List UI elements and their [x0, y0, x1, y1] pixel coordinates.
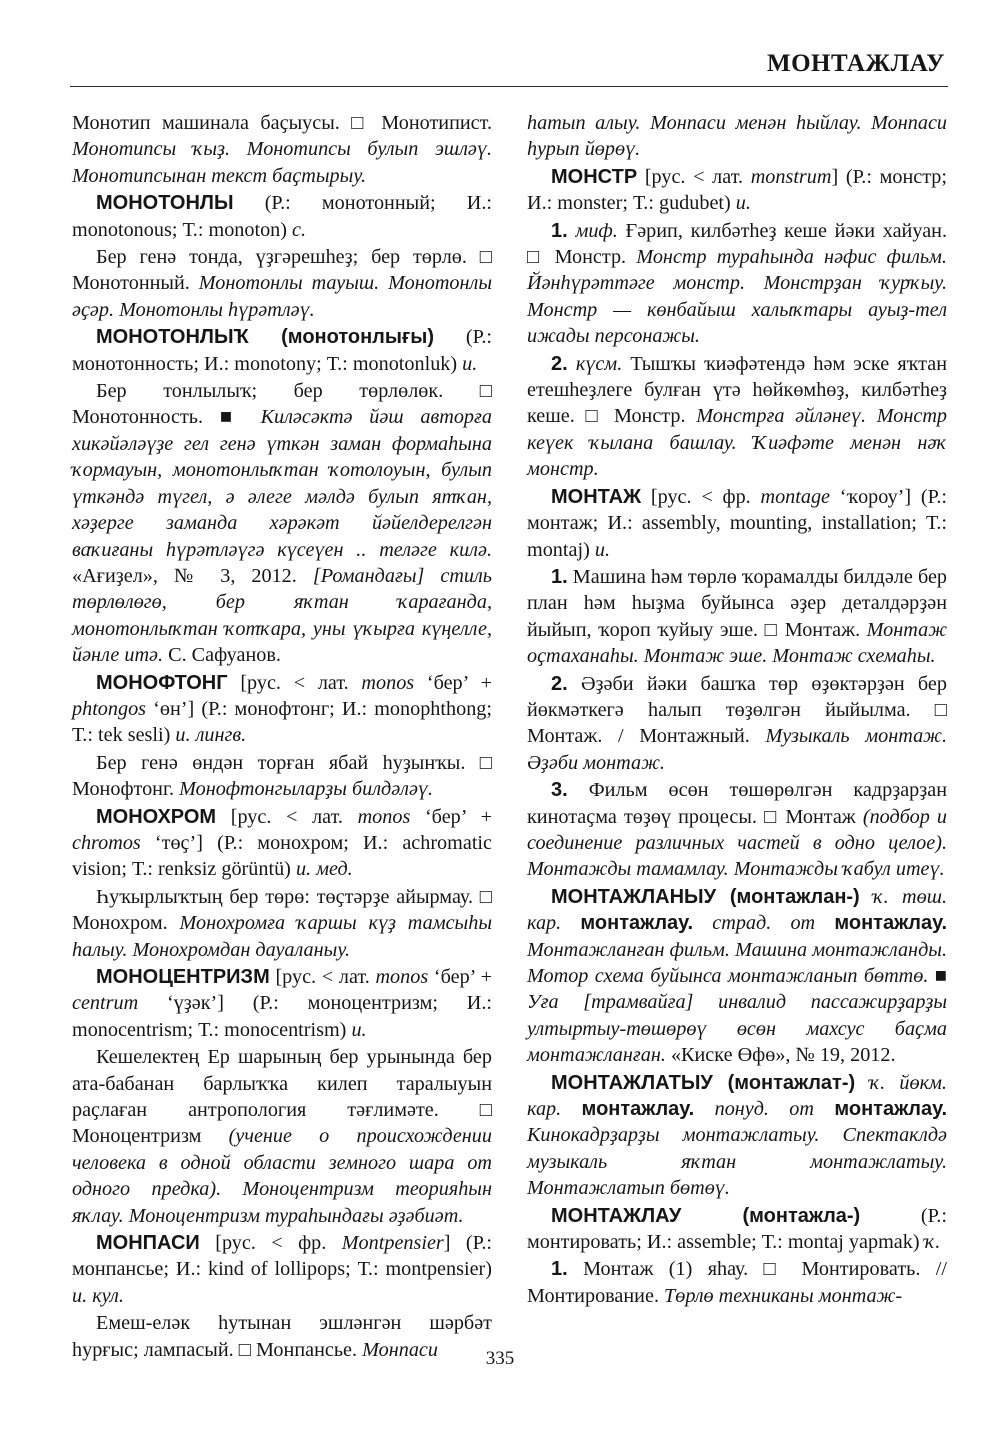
dictionary-paragraph: МОНОТОНЛЫҠ (монотонлығы) (Р.: монотонность; И.: monotony; Т.: monotonluk) и. — [72, 326, 492, 375]
dictionary-paragraph: МОНПАСИ [рус. < фр. Montpensier] (Р.: монпансье; И.: kind of lollipops; Т.: montpensier) и. кул. — [72, 1232, 492, 1307]
dictionary-paragraph: 3. Фильм өсөн төшөрөлгән кадрҙарҙан кинотаҫма төҙөү процесы. □ Монтаж (подбор и соединение различных частей в одно целое). Монтажды тамамлау. Монтажды ҡабул итеү. — [527, 779, 947, 881]
dictionary-paragraph: һатып алыу. Монпаси менән һыйлау. Монпаси һурып йөрөү. — [527, 112, 947, 161]
dictionary-paragraph: МОНСТР [рус. < лат. monstrum] (Р.: монстр; И.: monster; Т.: gudubet) и. — [527, 165, 947, 215]
dictionary-paragraph: 1. Монтаж (1) яһау. □ Монтировать. // Монтирование. Төрлө техниканы монтаж- — [527, 1258, 947, 1307]
page-number: 335 — [485, 1348, 515, 1369]
dictionary-paragraph: Бер генә өндән торған ябай һуҙынҡы. □ Монофтонг. Монофтонгыларҙы билдәләү. — [72, 751, 492, 801]
dictionary-paragraph: МОНОФТОНГ [рус. < лат. monos ‘бер’ + phtongos ‘өн’] (Р.: монофтонг; И.: monophthong; Т.: tek sesli) и. лингв. — [72, 671, 492, 747]
dictionary-paragraph: МОНТАЖ [рус. < фр. montage ‘ҡороу’] (Р.: монтаж; И.: assembly, mounting, installation; Т.: montaj) и. — [527, 485, 947, 561]
dictionary-paragraph: Монотип машинала баҫыусы. □ Монотипист. Монотипсы ҡыҙ. Монотипсы булып эшләү. Монотипсынан текст баҫтырыу. — [72, 112, 492, 187]
dictionary-paragraph: 2. Әҙәби йәки башҡа төр өҙөктәрҙән бер йөкмәткегә һалып төҙөлгән йыйылма. □ Монтаж. / Монтажный. Музыкаль монтаж. Әҙәби монтаж. — [527, 672, 947, 774]
dictionary-paragraph: Һуҡырлыҡтың бер төрө: төҫтәрҙе айырмау. □ Монохром. Монохромға ҡаршы күҙ тамсыһы һалыу. Монохромдан дауаланыу. — [72, 885, 492, 961]
dictionary-paragraph: Бер тонлылыҡ; бер төрлөлөк. □ Монотонность. ■ Киләсәктә йәш авторға хикәйәләүҙе гел генә үткән заман формаһына ҡормауын, монотонлыҡтан ҡотолоуын, булып үткәндә түгел, ә әлеге мәлдә булып ятҡан, хәҙерге заманда хәрәкәт йәйелдерелгән ваҡиғаны һүрәтләүгә күсеүен .. теләге килә. «Ағиҙел», № 3, 2012. [Романдағы] стиль төрлөлөгө, бер яҡтан ҡарағанда, монотонлыҡтан ҡотҡара, уны үҡырға күңелле, йәнле итә. С. Сафуанов. — [72, 380, 492, 667]
dictionary-paragraph: 1. миф. Ғәрип, килбәтһеҙ кеше йәки хайуан. □ Монстр. Монстр тураһында нәфис фильм. Йәнһүрәттәге монстр. Монстрҙан ҡурҡыу. Монстр — көнбайыш халыҡтары ауыҙ-тел ижады персонажы. — [527, 219, 948, 348]
dictionary-paragraph: Емеш-еләк һутынан эшләнгән шәрбәт һурғыс; лампасый. □ Монпансье. Монпаси — [72, 1312, 492, 1361]
right-column — [527, 110, 947, 1310]
dictionary-paragraph: МОНТАЖЛАУ (монтажла-) (Р.: монтировать; И.: assemble; Т.: montaj yapmak) ҡ. — [527, 1204, 947, 1254]
dictionary-paragraph: МОНОХРОМ [рус. < лат. monos ‘бер’ + chromos ‘төҫ’] (Р.: монохром; И.: achromatic vision; Т.: renksiz görüntü) и. мед. — [72, 805, 492, 881]
dictionary-paragraph: МОНТАЖЛАНЫУ (монтажлан-) ҡ. төш. кар. монтажлау. страд. от монтажлау. Монтажланған фильм. Машина монтажланды. Мотор схема буйынса монтажланып бөттө. ■ Уға [трамвайға] инвалид пассажирҙарҙы ултыртыу-төшөрөү өсөн махсус баҫма монтажланған. «Киске Өфө», № 19, 2012. — [527, 885, 948, 1067]
left-column — [72, 110, 492, 1364]
dictionary-paragraph: Бер генә тонда, үҙгәрешһеҙ; бер төрлө. □ Монотонный. Монотонлы тауыш. Монотонлы әҫәр. Монотонлы һүрәтләү. — [72, 246, 492, 321]
dictionary-paragraph: МОНОТОНЛЫ (Р.: монотонный; И.: monotonous; Т.: monoton) с. — [72, 192, 492, 241]
dictionary-paragraph: 2. күсм. Тышҡы ҡиәфәтендә һәм эске яҡтан етешһеҙлеге булған үтә һөйкөмһөҙ, килбәтһеҙ кеше. □ Монстр. Монстрға әйләнеү. Монстр кеүек ҡылана башлау. Ҡиәфәте менән нәҡ монстр. — [527, 352, 948, 481]
dictionary-paragraph: МОНТАЖЛАТЫУ (монтажлат-) ҡ. йөкм. кар. монтажлау. понуд. от монтажлау. Кинокадрҙарҙы монтажлатыу. Спектаклдә музыкаль яҡтан монтажлатыу. Монтажлатып бөтөү. — [527, 1071, 948, 1200]
dictionary-paragraph: МОНОЦЕНТРИЗМ [рус. < лат. monos ‘бер’ + centrum ‘үҙәк’] (Р.: моноцентризм; И.: monocentrism; Т.: monocentrism) и. — [72, 966, 492, 1041]
running-head: МОНТАЖЛАУ — [766, 50, 945, 77]
dictionary-paragraph: Кешелектең Ер шарының бер урынында бер ата-бабанан барлыҡҡа килеп таралыуын раҫлаған антропология тәғлимәте. □ Моноцентризм (учение о происхождении человека в одной области земного шара от одного предка). Моноцентризм теорияһын яҡлау. Моноцентризм тураһындағы әҙәбиәт. — [72, 1046, 492, 1227]
dictionary-paragraph: 1. Машина һәм төрлө ҡорамалды билдәле бер план һәм һыҙма буйынса әҙер деталдәрҙән йыйып, ҡороп ҡуйыу эше. □ Монтаж. Монтаж оҫтаханаһы. Монтаж эше. Монтаж схемаһы. — [527, 565, 947, 668]
header-rule — [70, 86, 948, 87]
